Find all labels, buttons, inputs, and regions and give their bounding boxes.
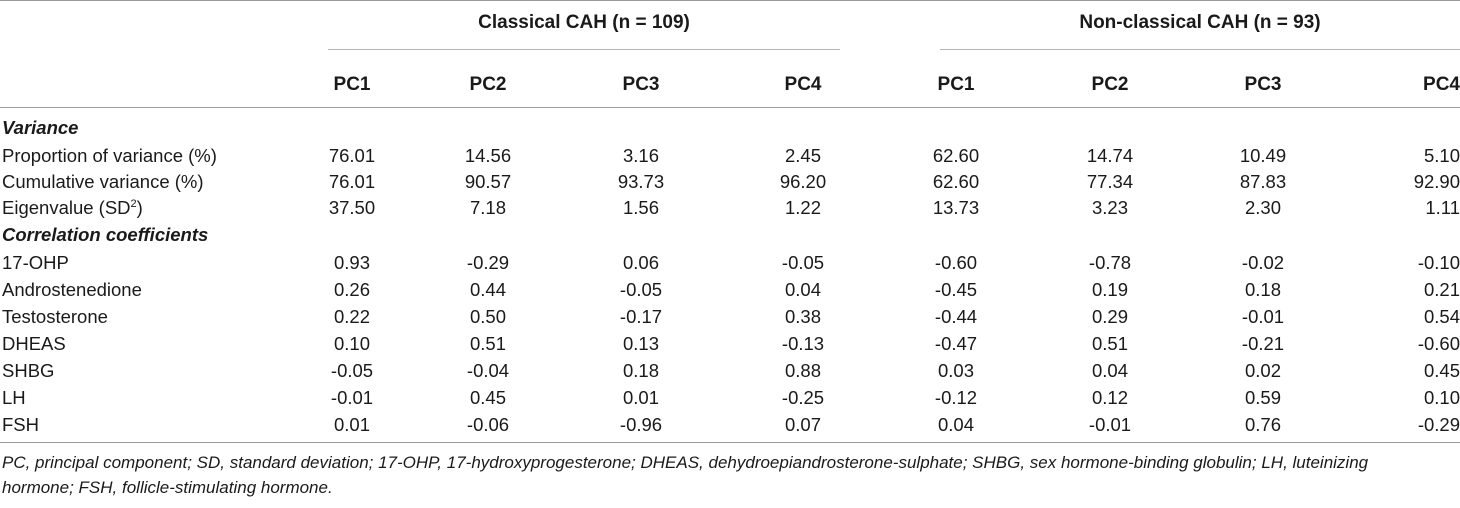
table-row [0, 360, 1460, 385]
row-label: SHBG [2, 360, 55, 381]
table-cell: 0.07 [784, 414, 821, 435]
table-cell: -0.01 [1088, 414, 1132, 435]
section-variance [0, 117, 1460, 142]
table-cell: -0.96 [619, 414, 663, 435]
table-cell: 62.60 [932, 171, 980, 192]
table-cell: -0.60 [934, 252, 978, 273]
col-header-pc3-classical: PC3 [622, 74, 660, 95]
table-cell: 0.51 [469, 333, 506, 354]
table-cell: 0.02 [1244, 360, 1281, 381]
table-cell: 0.18 [622, 360, 659, 381]
table-cell: 5.10 [1423, 145, 1460, 166]
col-header-pc3-nonclassical: PC3 [1244, 74, 1282, 95]
table-cell: -0.13 [781, 333, 825, 354]
table-cell: 0.88 [784, 360, 821, 381]
table-cell: -0.05 [619, 279, 663, 300]
table-cell: 0.19 [1091, 279, 1128, 300]
table-cell: 0.51 [1091, 333, 1128, 354]
table-cell: 0.03 [937, 360, 974, 381]
table-cell: 3.16 [622, 145, 659, 166]
table-cell: 0.12 [1091, 387, 1128, 408]
row-label-end: ) [136, 197, 143, 218]
table-cell: 1.56 [622, 197, 659, 218]
table-cell: 0.10 [333, 333, 370, 354]
table-cell: 0.01 [622, 387, 659, 408]
table-cell: 13.73 [932, 197, 980, 218]
table-cell: 0.50 [469, 306, 506, 327]
row-label: LH [2, 387, 26, 408]
row-label: DHEAS [2, 333, 66, 354]
col-header-pc4-nonclassical: PC4 [1423, 74, 1460, 95]
section-label: Correlation coefficients [2, 224, 209, 245]
table-cell: 0.59 [1244, 387, 1281, 408]
table-cell: 3.23 [1091, 197, 1128, 218]
row-label [2, 197, 143, 219]
table-cell: 0.45 [1423, 360, 1460, 381]
table-cell: 0.22 [333, 306, 370, 327]
table-cell: 96.20 [779, 171, 827, 192]
table-row [0, 197, 1460, 222]
table-cell: -0.01 [1241, 306, 1285, 327]
table-cell: 0.29 [1091, 306, 1128, 327]
table-cell: 0.76 [1244, 414, 1281, 435]
table-cell: 0.04 [784, 279, 821, 300]
table-cell: -0.04 [466, 360, 510, 381]
table-cell: 0.10 [1423, 387, 1460, 408]
table-footnote: PC, principal component; SD, standard deviation; 17-OHP, 17-hydroxyprogesterone; DHEAS, dehydroepiandrosterone-sulphate; SHBG, sex hormone-binding globulin; LH, luteinizing hormone; FSH, follicle-stimulating hormone. [2, 453, 1369, 497]
col-header-pc1-nonclassical: PC1 [937, 74, 975, 95]
table-cell: 0.01 [333, 414, 370, 435]
table-cell: -0.05 [330, 360, 374, 381]
col-header-pc2-classical: PC2 [469, 74, 507, 95]
table-cell: 0.06 [622, 252, 659, 273]
table-cell: 77.34 [1086, 171, 1134, 192]
table-cell: -0.02 [1241, 252, 1285, 273]
table-cell: 0.26 [333, 279, 370, 300]
table-cell: 76.01 [328, 145, 376, 166]
col-header-pc4-classical: PC4 [784, 74, 822, 95]
table-cell: 0.38 [784, 306, 821, 327]
table-cell: -0.10 [1417, 252, 1460, 273]
table-cell: 0.18 [1244, 279, 1281, 300]
table-cell: 90.57 [464, 171, 512, 192]
table-row [0, 145, 1460, 170]
table-cell: -0.21 [1241, 333, 1285, 354]
table-cell: -0.47 [934, 333, 978, 354]
table-row [0, 279, 1460, 304]
table-cell: 14.56 [464, 145, 512, 166]
table-cell: -0.25 [781, 387, 825, 408]
table-cell: -0.12 [934, 387, 978, 408]
table-cell: 10.49 [1239, 145, 1287, 166]
table-cell: 87.83 [1239, 171, 1287, 192]
row-label: Proportion of variance (%) [2, 145, 217, 166]
row-label: Testosterone [2, 306, 108, 327]
table-cell: 0.45 [469, 387, 506, 408]
table-cell: 0.04 [937, 414, 974, 435]
superscript: 2 [130, 197, 137, 210]
table-cell: 14.74 [1086, 145, 1134, 166]
table-cell: 0.13 [622, 333, 659, 354]
table-cell: 37.50 [328, 197, 376, 218]
col-header-pc1-classical: PC1 [333, 74, 371, 95]
row-label: Androstenedione [2, 279, 142, 300]
table-cell: 0.04 [1091, 360, 1128, 381]
table-cell: 0.93 [333, 252, 370, 273]
table-cell: -0.78 [1088, 252, 1132, 273]
col-header-pc2-nonclassical: PC2 [1091, 74, 1129, 95]
table-cell: 76.01 [328, 171, 376, 192]
table-row [0, 333, 1460, 358]
table-row [0, 306, 1460, 331]
group-rule-classical [328, 49, 840, 50]
table-cell: 93.73 [617, 171, 665, 192]
table-cell: -0.06 [466, 414, 510, 435]
row-label: 17-OHP [2, 252, 69, 273]
table-cell: 7.18 [469, 197, 506, 218]
header-rule [0, 107, 1460, 108]
table-cell: 2.30 [1244, 197, 1281, 218]
table-cell: 1.22 [784, 197, 821, 218]
table-cell: -0.45 [934, 279, 978, 300]
table-cell: -0.60 [1417, 333, 1460, 354]
table-cell: 2.45 [784, 145, 821, 166]
table-row [0, 171, 1460, 196]
table-cell: 0.21 [1423, 279, 1460, 300]
table-cell: 1.11 [1425, 197, 1460, 218]
row-label: Cumulative variance (%) [2, 171, 204, 192]
section-correlation [0, 224, 1460, 249]
table-cell: -0.01 [330, 387, 374, 408]
group-rule-nonclassical [940, 49, 1460, 50]
group-header-classical: Classical CAH (n = 109) [478, 12, 690, 33]
table-cell: -0.44 [934, 306, 978, 327]
table-cell: 62.60 [932, 145, 980, 166]
row-label: FSH [2, 414, 39, 435]
table-cell: -0.29 [466, 252, 510, 273]
table-row [0, 252, 1460, 277]
table-cell: -0.17 [619, 306, 663, 327]
table-cell: -0.29 [1417, 414, 1460, 435]
table-cell: 0.54 [1423, 306, 1460, 327]
table-cell: -0.05 [781, 252, 825, 273]
table-row [0, 414, 1460, 439]
table-cell: 92.90 [1413, 171, 1460, 192]
group-header-nonclassical: Non-classical CAH (n = 93) [1079, 12, 1321, 33]
table-cell: 0.44 [469, 279, 506, 300]
section-label: Variance [2, 117, 79, 138]
bottom-rule [0, 442, 1460, 443]
row-label-text: Eigenvalue (SD [2, 197, 131, 218]
top-rule [0, 0, 1460, 1]
table-row [0, 387, 1460, 412]
